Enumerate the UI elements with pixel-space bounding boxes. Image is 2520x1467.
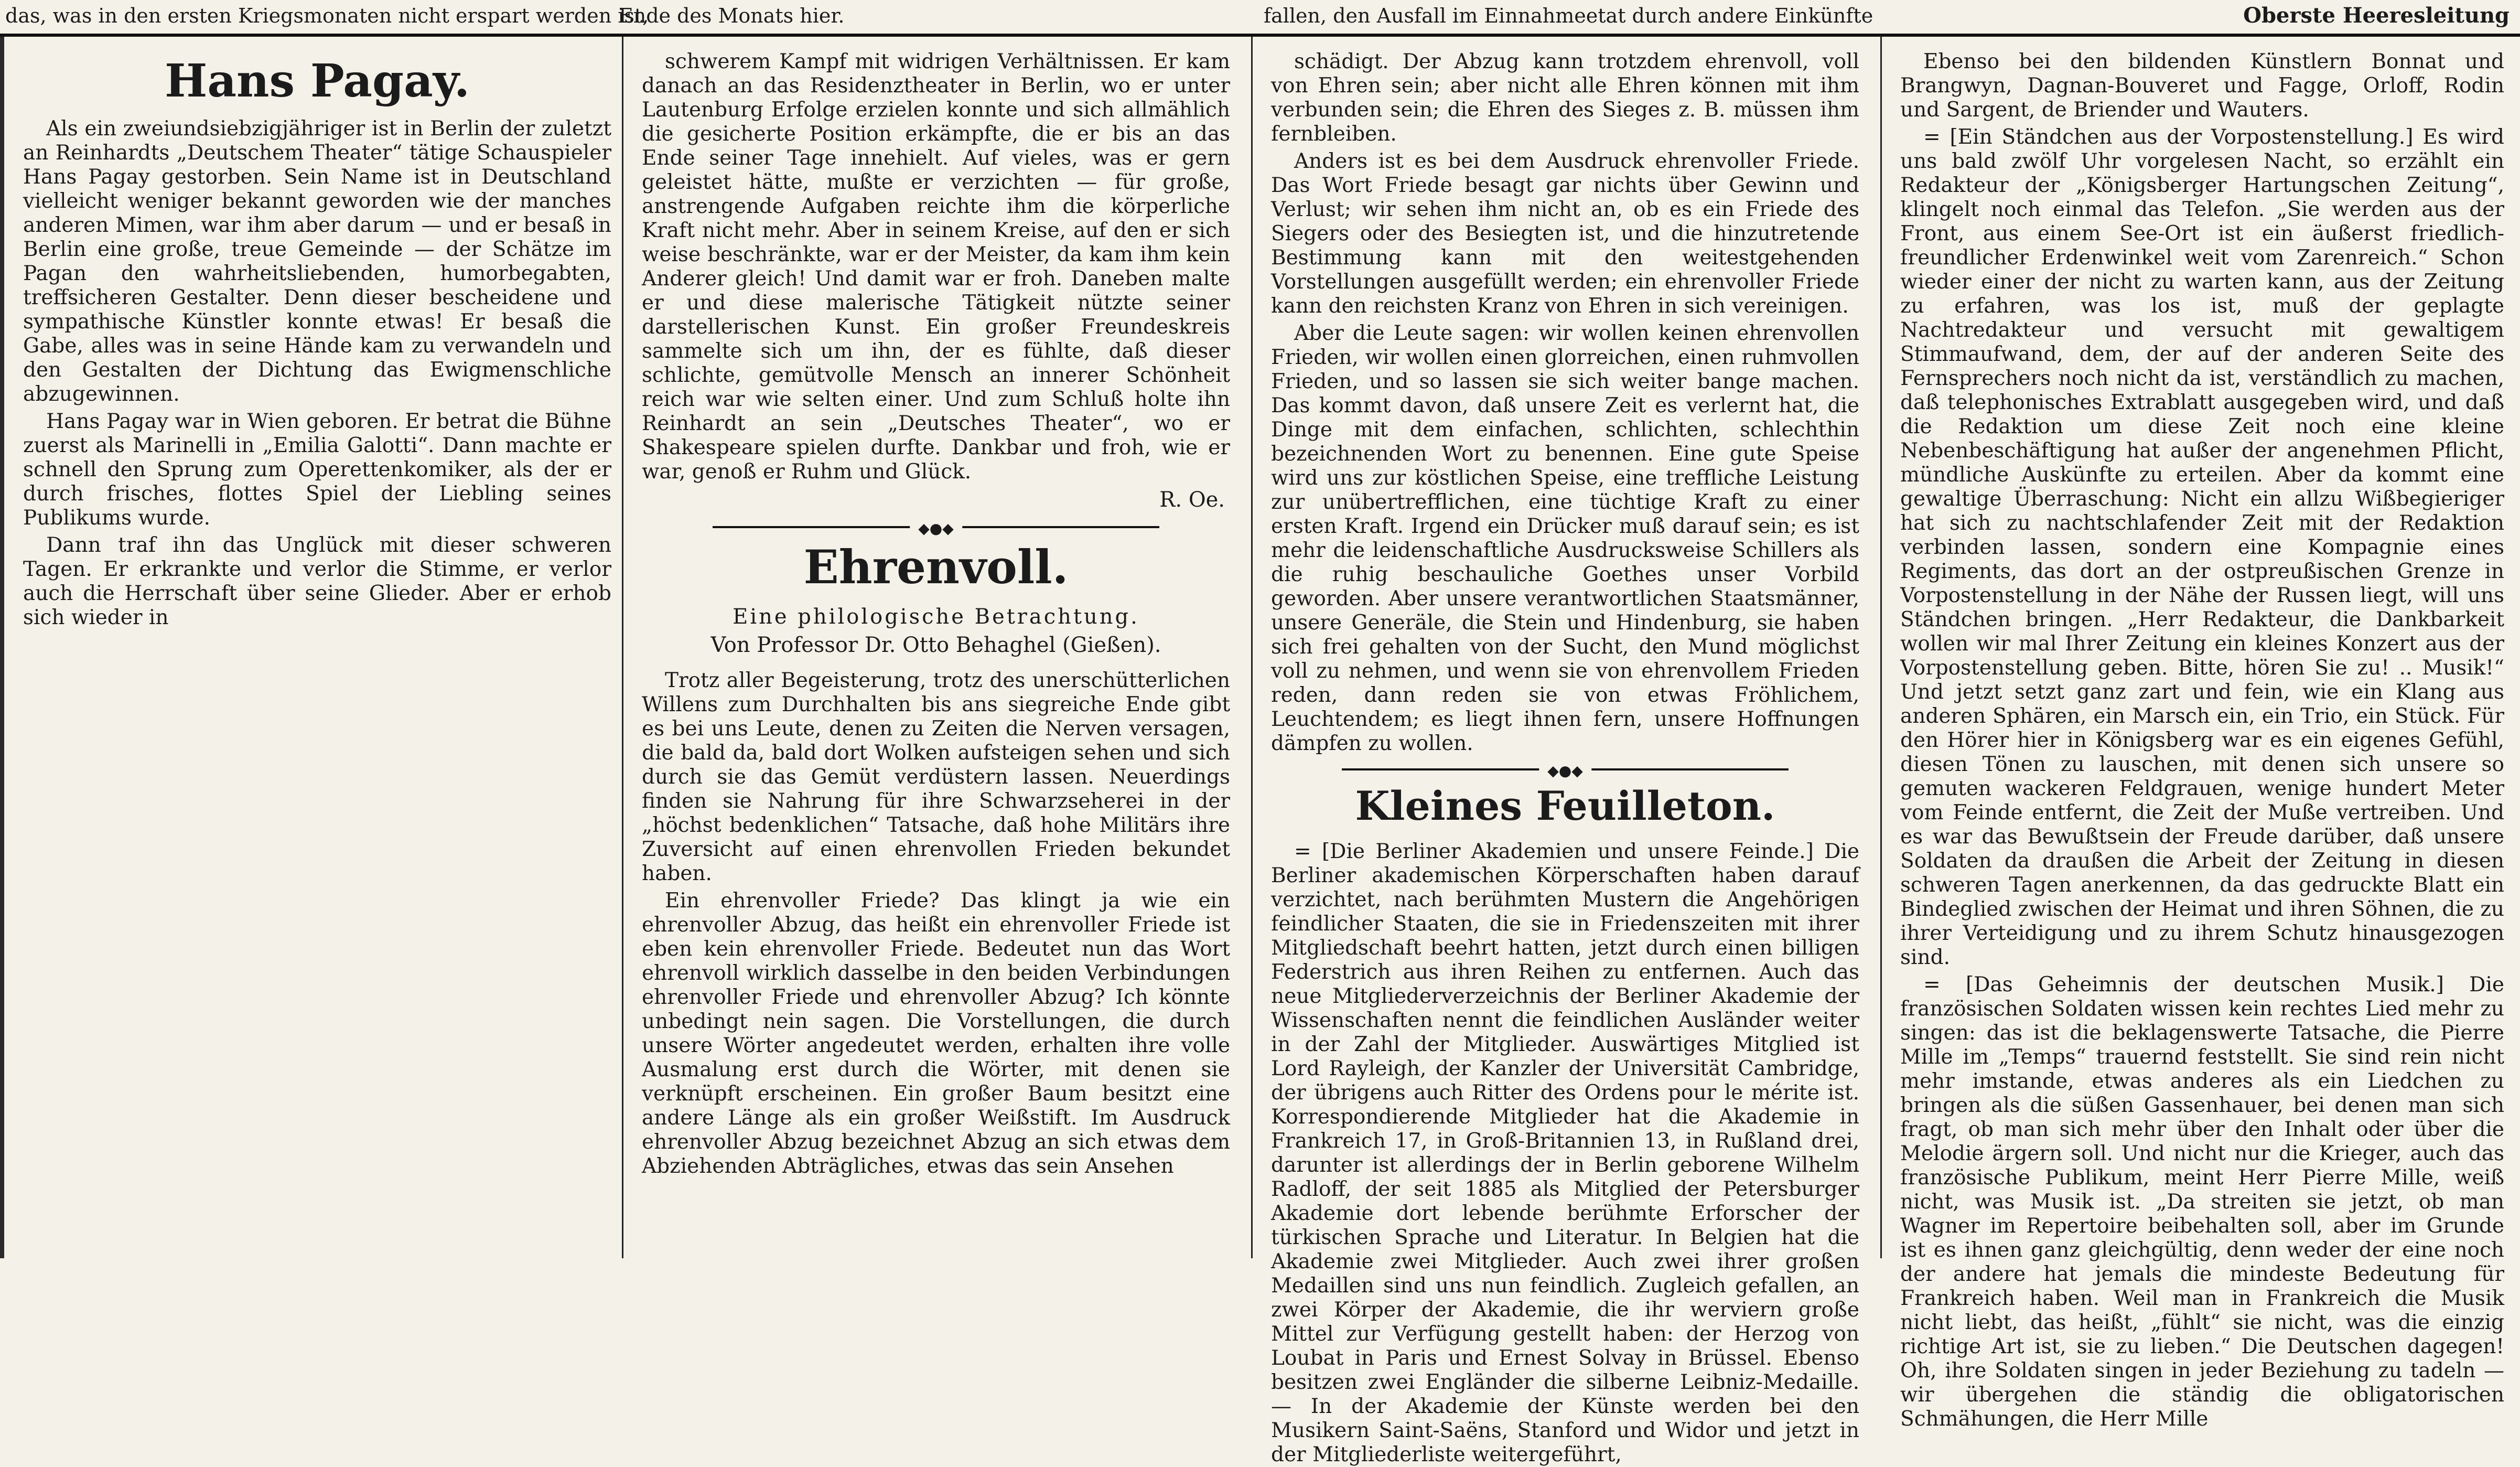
article-paragraph: Anders ist es bei dem Ausdruck ehrenvoller Friede. Das Wort Friede besagt gar nichts über Gewinn und Verlust; wir sehen ihm nicht an, ob es ein Friede des Siegers oder des Besiegten ist, und die hinzutretende Bestimmung kann mit den weitestgehenden Vorstellungen ausgefüllt werden; ein ehrenvoller Friede kann den reichsten Kranz von Ehren in sich vereinigen. bbox=[1271, 149, 1859, 318]
article-paragraph: = [Ein Ständchen aus der Vorpostenstellung.] Es wird uns bald zwölf Uhr vorgelesen Nacht, so erzählt ein Redakteur der „Königsberger Hartungschen Zeitung“, klingelt noch einmal das Telefon. „Sie werden aus der Front, aus einem See-Ort ist ein äußerst friedlich-freundlicher Erdenwinkel weit vom Zarenreich.“ Schon wieder einer der nicht zu warten kann, aus der Zeitung zu erfahren, was los ist, muß der geplagte Nachtredakteur und versucht mit gewaltigem Stimmaufwand, dem, der auf der anderen Seite des Fernsprechers noch nicht da ist, verständlich zu machen, daß telephonisches Extrablatt ausgegeben wird, und daß die Redaktion um diese Zeit noch eine kleine Nebenbeschäftigung hat außer der angenehmen Pflicht, mündliche Auskünfte zu erteilen. Aber da kommt eine gewaltige Überraschung: Nicht ein allzu Wißbegieriger hat sich zu nachtschlafender Zeit mit der Redaktion verbinden lassen, sondern eine Kompagnie eines Regiments, das dort an der ostpreußischen Grenze in Vorpostenstellung in der Nähe der Russen liegt, will uns Ständchen bringen. „Herr Redakteur, die Dankbarkeit wollen wir mal Ihrer Zeitung ein kleines Konzert aus der Vorpostenstellung geben. Bitte, hören Sie zu! .. Musik!“ Und jetzt setzt ganz zart und fein, wie ein Klang aus anderen Sphären, ein Marsch ein, ein Trio, ein Stück. Für den Hörer hier in Königsberg war es ein eigenes Gefühl, diesen Tönen zu lauschen, mit denen sich unsere so gemuten wackeren Feldgrauen, wenige hundert Meter vom Feinde entfernt, die Zeit der Muße vertreiben. Und es war das Bewußtsein der Freude darüber, daß unsere Soldaten da draußen die Arbeit der Zeitung in diesen schweren Tagen anerkennen, da das gedruckte Blatt ein Bindeglied zwischen der Heimat und ihren Söhnen, die zu ihrer Verteidigung und zu ihrem Schutz hinausgezogen sind. bbox=[1900, 125, 2505, 969]
article-title-pagay: Hans Pagay. bbox=[165, 55, 470, 108]
strip-fragment-col1: das, was in den ersten Kriegsmonaten nicht erspart werden ist, bbox=[5, 4, 649, 27]
previous-page-strip bbox=[0, 0, 2520, 37]
strip-fragment-col2: Ende des Monats hier. bbox=[619, 4, 845, 27]
feuilleton-paragraph: = [Die Berliner Akademien und unsere Feinde.] Die Berliner akademischen Körperschaften haben darauf verzichtet, nach berühmten Mustern die Angehörigen feindlicher Staaten, die sie in Friedenszeiten mit ihrer Mitgliedschaft beehrt hatten, jetzt durch einen billigen Federstrich aus ihren Reihen zu entfernen. Auch das neue Mitgliederverzeichnis der Berliner Akademie der Wissenschaften nennt die feindlichen Ausländer weiter in der Zahl der Mitglieder. Auswärtiges Mitglied ist Lord Rayleigh, der Kanzler der Universität Cambridge, der übrigens auch Ritter des Ordens pour le mérite ist. Korrespondierende Mitglieder hat die Akademie in Frankreich 17, in Groß-Britannien 13, in Rußland drei, darunter ist allerdings der in Berlin geborene Wilhelm Radloff, der seit 1885 als Mitglied der Petersburger Akademie dort lebende berühmte Erforscher der türkischen Sprache und Literatur. In Belgien hat die Akademie zwei Mitglieder. Auch zwei ihrer großen Medaillen sind uns nun feindlich. Zugleich gefallen, an zwei Körper der Akademie, die ihr werviern große Mittel zur Verfügung gestellt haben: der Herzog von Loubat in Paris und Ernest Solvay in Brüssel. Ebenso besitzen zwei Engländer die silberne Leibniz-Medaille. — In der Akademie der Künste werden bei den Musikern Saint-Saëns, Stanford und Widor und jetzt in der Mitgliederliste weitergeführt, bbox=[1271, 840, 1859, 1466]
ornament-icon: ◆●◆ bbox=[1539, 762, 1591, 779]
section-separator bbox=[1271, 761, 1859, 777]
article-paragraph: Als ein zweiundsiebzigjähriger ist in Berlin der zuletzt an Reinhardts „Deutschem Theater“ tätige Schauspieler Hans Pagay gestorben. Sein Name ist in Deutschland vielleicht weniger bekannt geworden wie der manches anderen Mimen, war ihm aber darum — und er besaß in Berlin eine große, treue Gemeinde — der Schätze im Pagan den wahrheitsliebenden, humorbegabten, treffsicheren Gestalter. Denn dieser bescheidene und sympathische Künstler konnte etwas! Er besaß die Gabe, alles was in seine Hände kam zu verwandeln und den Gestalten der Dichtung das Ewigmenschliche abzugewinnen. bbox=[23, 117, 611, 406]
author-signature: R. Oe. bbox=[1159, 488, 1225, 512]
article-subtitle: Eine philologische Betrachtung. bbox=[733, 605, 1139, 629]
article-title-ehrenvoll: Ehrenvoll. bbox=[803, 540, 1069, 594]
article-paragraph: Hans Pagay war in Wien geboren. Er betrat die Bühne zuerst als Marinelli in „Emilia Galotti“. Dann machte er schnell den Sprung zum Operettenkomiker, als der er durch frisches, flottes Spiel der Liebling seines Publikums wurde. bbox=[23, 410, 611, 530]
column-rule bbox=[1880, 37, 1882, 1258]
column-rule bbox=[1251, 37, 1253, 1258]
feuilleton-title: Kleines Feuilleton. bbox=[1355, 783, 1775, 829]
article-paragraph: Dann traf ihn das Unglück mit dieser schweren Tagen. Er erkrankte und verlor die Stimme, er verlor auch die Herrschaft über seine Glieder. Aber er erhob sich wieder in bbox=[23, 533, 611, 629]
strip-fragment-col4: Oberste Heeresleitung bbox=[2243, 3, 2510, 28]
column-1 bbox=[16, 50, 619, 1251]
strip-fragment-col3: fallen, den Ausfall im Einnahmeetat durch andere Einkünfte bbox=[1264, 4, 1873, 27]
article-continuation: schwerem Kampf mit widrigen Verhältnissen. Er kam danach an das Residenztheater in Berlin, wo er unter Lautenburg Erfolge erzielen konnte und sich allmählich die gesicherte Position erkämpfte, die er bis an das Ende seiner Tage innehielt. Auf vieles, was er gern geleistet hätte, mußte er verzichten — für große, anstrengende Aufgaben reichte ihm die körperliche Kraft nicht mehr. Aber in seinem Kreise, auf den er sich weise beschränkte, war er der Meister, da kam ihm kein Anderer gleich! Und damit war er froh. Daneben malte er und diese malerische Tätigkeit nützte seiner darstellerischen Kunst. Ein großer Freundeskreis sammelte sich um ihn, der es fühlte, daß dieser schlichte, gemütvolle Mensch an innerer Schönheit reich war wie selten einer. Und zum Schluß holte ihn Reinhardt an sein „Deutsches Theater“, wo er Shakespeare spielen durfte. Dankbar und froh, wie er war, genoß er Ruhm und Glück. bbox=[642, 50, 1230, 484]
page-edge-shadow bbox=[0, 37, 4, 1258]
column-3 bbox=[1264, 50, 1867, 1466]
article-paragraph: Ebenso bei den bildenden Künstlern Bonnat und Brangwyn, Dagnan-Bouveret und Fagge, Orloff, Rodin und Sargent, de Briender und Wauters. bbox=[1900, 50, 2504, 122]
column-rule bbox=[622, 37, 623, 1258]
column-2 bbox=[634, 50, 1237, 1251]
article-paragraph: Ein ehrenvoller Friede? Das klingt ja wie ein ehrenvoller Abzug, das heißt ein ehrenvoller Friede ist eben kein ehrenvoller Friede. Bedeutet nun das Wort ehrenvoll wirklich dasselbe in den beiden Verbindungen ehrenvoller Friede und ehrenvoller Abzug? Ich könnte unbedingt nein sagen. Die Vorstellungen, die durch unsere Wörter angedeutet werden, erhalten ihre volle Ausmalung erst durch die Wörter, mit denen sie verknüpft erscheinen. Ein großer Baum besitzt eine andere Länge als ein großer Weißstift. Im Ausdruck ehrenvoller Abzug bezeichnet Abzug an sich etwas dem Abziehenden Abträgliches, etwas das sein Ansehen bbox=[642, 889, 1230, 1178]
ornament-icon: ◆●◆ bbox=[910, 520, 962, 537]
article-paragraph: = [Das Geheimnis der deutschen Musik.] Die französischen Soldaten wissen kein rechtes Lied mehr zu singen: das ist die beklagenswerte Tatsache, die Pierre Mille im „Temps“ trauernd feststellt. Sie sind rein nicht mehr imstande, etwas anderes als ein Liedchen zu bringen als die süßen Gassenhauer, bei denen man sich fragt, ob man sich mehr über den Inhalt oder über die Melodie ärgern soll. Und nicht nur die Krieger, auch das französische Publikum, meint Herr Pierre Mille, weiß nicht, was Musik ist. „Da streiten sie jetzt, ob man Wagner im Repertoire beibehalten soll, aber im Grunde ist es ihnen ganz gleichgültig, denn weder der eine noch der andere hat jemals die mindeste Bedeutung für Frankreich haben. Weil man in Frankreich die Musik nicht liebt, das heißt, „fühlt“ sie nicht, was die einzig richtige Art ist, sie zu lieben.“ Die Deutschen dagegen! Oh, ihre Soldaten singen in jeder Beziehung zu tadeln — wir übergehen die ständig die obligatorischen Schmähungen, die Herr Mille bbox=[1900, 973, 2504, 1431]
article-paragraph: schädigt. Der Abzug kann trotzdem ehrenvoll, voll von Ehren sein; aber nicht alle Ehren können mit ihm verbunden sein; die Ehren des Sieges z. B. müssen ihm fernbleiben. bbox=[1271, 50, 1859, 146]
article-paragraph: Aber die Leute sagen: wir wollen keinen ehrenvollen Frieden, wir wollen einen glorreichen, einen ruhmvollen Frieden, und so lassen sie sich weiter bange machen. Das kommt davon, daß unsere Zeit es verlernt hat, die Dinge mit dem einfachen, schlichten, schlechthin bezeichnenden Wort zu benennen. Eine gute Speise wird uns zur köstlichen Speise, eine treffliche Leistung zur unübertrefflichen, eine tüchtige Kraft zu einer ersten Kraft. Irgend ein Drücker muß darauf sein; es ist mehr die leidenschaftliche Ausdrucksweise Schillers als die ruhig beschauliche Goethes unser Vorbild geworden. Aber unsere verantwortlichen Staatsmänner, unsere Generäle, die Stein und Hindenburg, sie haben sich frei gehalten von der Sucht, den Mund möglichst voll zu nehmen, und wenn sie von ehrenvollem Frieden reden, dann reden sie von etwas Fröhlichem, Leuchtendem; es liegt ihnen fern, unsere Hoffnungen dämpfen zu wollen. bbox=[1271, 322, 1859, 755]
column-4 bbox=[1893, 50, 2512, 1431]
article-byline: Von Professor Dr. Otto Behaghel (Gießen). bbox=[710, 633, 1161, 657]
section-separator bbox=[642, 519, 1230, 537]
article-paragraph: Trotz aller Begeisterung, trotz des unerschütterlichen Willens zum Durchhalten bis ans siegreiche Ende gibt es bei uns Leute, denen zu Zeiten die Nerven versagen, die bald da, bald dort Wolken aufsteigen sehen und sich durch sie das Gemüt verdüstern lassen. Neuerdings finden sie Nahrung für ihre Schwarzseherei in der „höchst bedenklichen“ Tatsache, daß hohe Militärs ihre Zuversicht auf einen ehrenvollen Frieden bekundet haben. bbox=[642, 669, 1230, 885]
